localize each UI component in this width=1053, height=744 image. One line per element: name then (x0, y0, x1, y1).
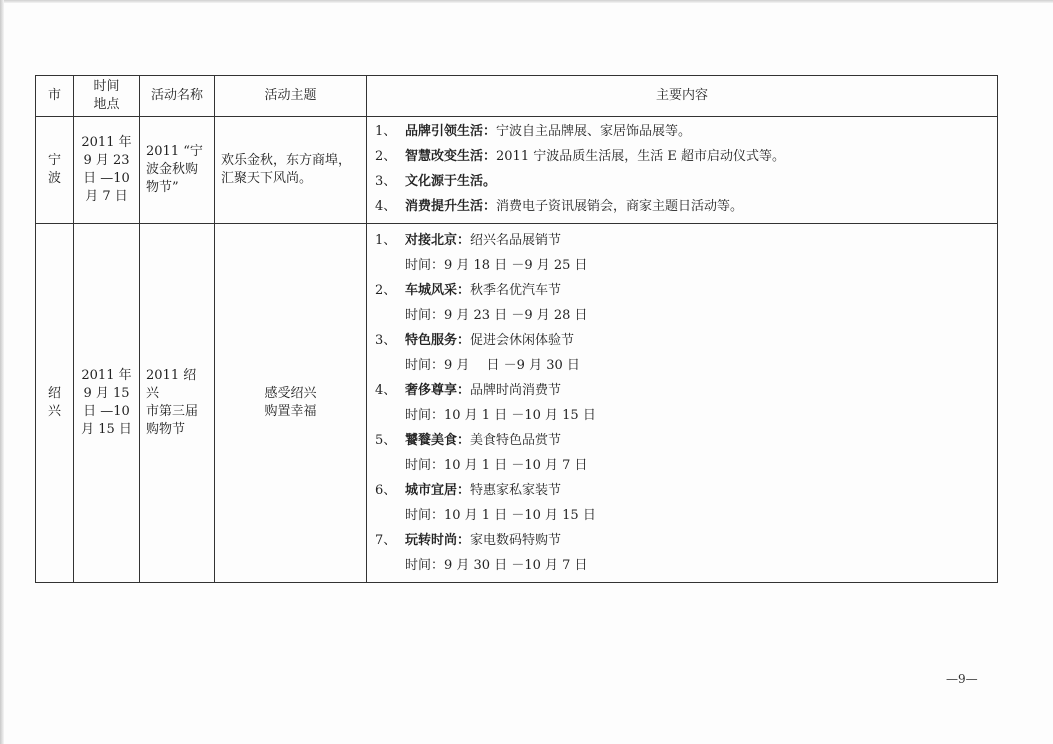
header-time (74, 76, 140, 117)
item-number: 4、 (375, 199, 397, 214)
city-char: 兴 (47, 404, 61, 419)
content-item (375, 328, 989, 353)
content-item (375, 378, 989, 403)
item-title: 饕餮美食： (405, 433, 471, 448)
time-line: 月 15 日 (81, 422, 132, 437)
theme-line: 汇聚天下风尚。 (221, 171, 313, 186)
item-time: 时间：9 月 30 日 －10 月 7 日 (405, 558, 588, 573)
theme-line: 欢乐金秋，东方商埠， (221, 153, 352, 168)
item-text: 消费电子资讯展销会，商家主题日活动等。 (496, 199, 744, 214)
header-city: 市 (36, 76, 74, 117)
time-line: 2011 年 (81, 368, 132, 383)
item-time: 时间：9 月 日 －9 月 30 日 (405, 358, 580, 373)
item-number: 4、 (375, 383, 397, 398)
header-content: 主要内容 (367, 76, 998, 117)
item-text: 绍兴名品展销节 (470, 233, 562, 248)
activity-name-cell (140, 117, 215, 224)
time-line: 月 7 日 (85, 189, 128, 204)
item-text: 2011 宁波品质生活展，生活 E 超市启动仪式等。 (496, 149, 785, 164)
item-number: 1、 (375, 124, 397, 139)
content-item (375, 144, 989, 169)
time-line: 日 —10 (83, 171, 130, 186)
theme-line: 感受绍兴 (264, 386, 317, 401)
table-header-row (36, 76, 998, 117)
scan-edge-left (0, 0, 4, 744)
theme-cell (215, 117, 367, 224)
time-line: 日 —10 (83, 404, 130, 419)
theme-cell (215, 224, 367, 583)
city-cell (36, 117, 74, 224)
item-time: 时间：10 月 1 日 －10 月 15 日 (405, 408, 596, 423)
item-text: 特惠家私家装节 (470, 483, 562, 498)
item-title: 智慧改变生活： (405, 149, 497, 164)
time-cell (74, 117, 140, 224)
content-item (375, 228, 989, 253)
time-line: 9 月 15 (83, 386, 130, 401)
item-number: 3、 (375, 174, 397, 189)
item-title: 玩转时尚： (405, 533, 471, 548)
table-row (36, 224, 998, 583)
item-text: 秋季名优汽车节 (470, 283, 562, 298)
item-number: 3、 (375, 333, 397, 348)
content-item (375, 194, 989, 219)
header-time-line: 时间 (93, 79, 120, 94)
item-title: 品牌引领生活： (405, 124, 497, 139)
city-char: 绍 (47, 386, 61, 401)
page-number: —9— (946, 672, 978, 686)
city-char: 宁 (47, 153, 61, 168)
time-line: 9 月 23 (83, 153, 130, 168)
content-item (375, 478, 989, 503)
item-text: 促进会休闲体验节 (470, 333, 575, 348)
content-item (375, 169, 989, 194)
name-line: 2011 绍兴 (146, 368, 197, 401)
item-number: 2、 (375, 149, 397, 164)
item-title: 文化源于生活。 (405, 174, 497, 189)
name-line: 市第三届 (146, 404, 199, 419)
time-cell (74, 224, 140, 583)
city-char: 波 (47, 171, 61, 186)
content-cell (367, 224, 998, 583)
activities-table (35, 75, 998, 583)
table-row (36, 117, 998, 224)
item-number: 1、 (375, 233, 397, 248)
item-time: 时间：10 月 1 日 －10 月 15 日 (405, 508, 596, 523)
item-text: 美食特色品赏节 (470, 433, 562, 448)
item-title: 车城风采： (405, 283, 471, 298)
name-line: 物节” (146, 180, 179, 195)
theme-line: 购置幸福 (264, 404, 317, 419)
item-title: 消费提升生活： (405, 199, 497, 214)
city-cell (36, 224, 74, 583)
header-name: 活动名称 (140, 76, 215, 117)
activity-name-cell (140, 224, 215, 583)
item-time: 时间：9 月 23 日 －9 月 28 日 (405, 308, 588, 323)
content-item (375, 119, 989, 144)
content-item (375, 528, 989, 553)
content-item (375, 428, 989, 453)
item-time: 时间：9 月 18 日 －9 月 25 日 (405, 258, 588, 273)
content-cell (367, 117, 998, 224)
name-line: 波金秋购 (146, 162, 199, 177)
item-title: 对接北京： (405, 233, 471, 248)
item-number: 6、 (375, 483, 397, 498)
item-title: 特色服务： (405, 333, 471, 348)
scan-edge-top (0, 0, 1053, 3)
header-theme: 活动主题 (215, 76, 367, 117)
time-line: 2011 年 (81, 135, 132, 150)
item-number: 5、 (375, 433, 397, 448)
item-text: 品牌时尚消费节 (470, 383, 562, 398)
item-time: 时间：10 月 1 日 －10 月 7 日 (405, 458, 588, 473)
item-number: 7、 (375, 533, 397, 548)
item-text: 家电数码特购节 (470, 533, 562, 548)
item-number: 2、 (375, 283, 397, 298)
item-title: 奢侈尊享： (405, 383, 471, 398)
item-text: 宁波自主品牌展、家居饰品展等。 (496, 124, 692, 139)
content-item (375, 278, 989, 303)
name-line: 2011 “宁 (146, 144, 203, 159)
name-line: 购物节 (146, 422, 186, 437)
header-time-line: 地点 (93, 97, 120, 112)
item-title: 城市宜居： (405, 483, 471, 498)
